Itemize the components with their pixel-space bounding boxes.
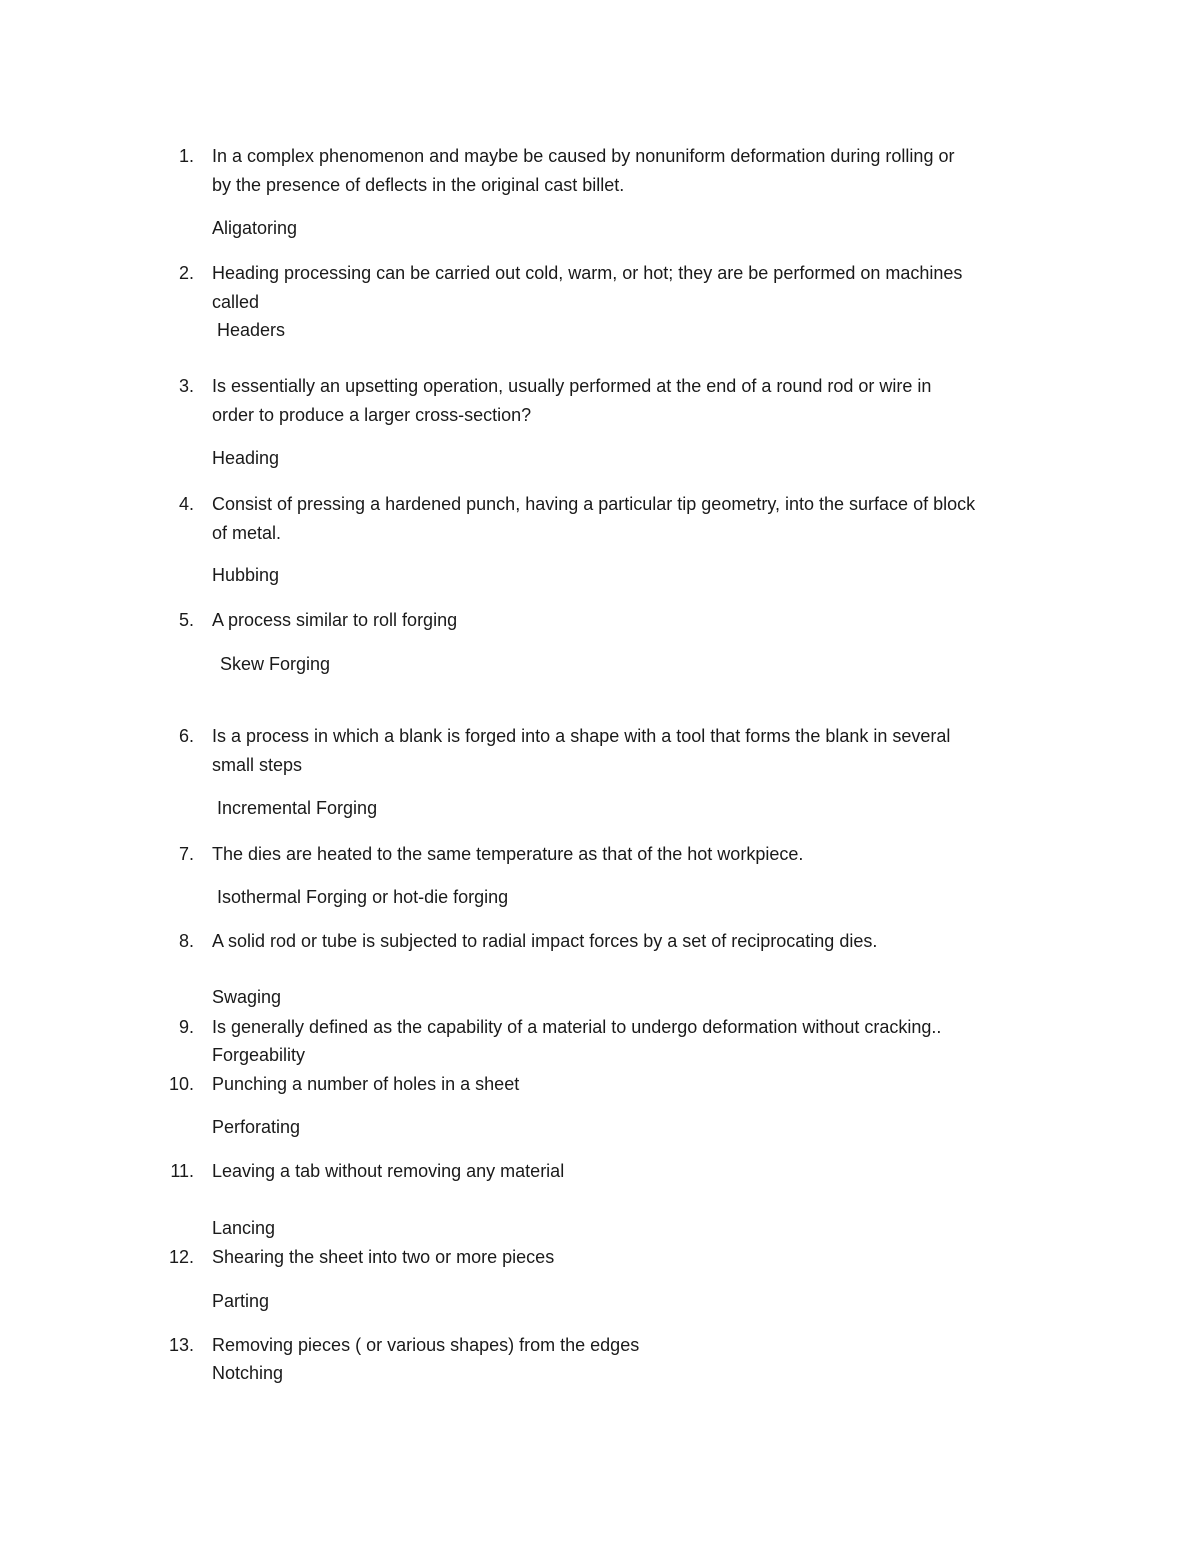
question-text: Is a process in which a blank is forged into a shape with a tool that forms the blank in several small steps bbox=[212, 726, 951, 775]
answer-text: Skew Forging bbox=[220, 654, 331, 674]
question-text: Leaving a tab without removing any material bbox=[212, 1161, 565, 1181]
question-text: Removing pieces ( or various shapes) from the edges bbox=[212, 1335, 640, 1355]
question-number: 2. bbox=[178, 263, 194, 283]
question-number: 10. bbox=[168, 1074, 194, 1094]
question-text: Shearing the sheet into two or more pieces bbox=[212, 1247, 555, 1267]
question-text: A solid rod or tube is subjected to radial impact forces by a set of reciprocating dies. bbox=[212, 931, 878, 951]
answer-text: Perforating bbox=[212, 1117, 301, 1137]
answer-text: Swaging bbox=[212, 987, 282, 1007]
question-text: Consist of pressing a hardened punch, having a particular tip geometry, into the surface of block of metal. bbox=[212, 494, 976, 543]
question-number: 13. bbox=[168, 1335, 194, 1355]
question-number: 1. bbox=[178, 146, 194, 166]
question-number: 12. bbox=[168, 1247, 194, 1267]
question-number: 11. bbox=[170, 1161, 194, 1181]
question-number: 3. bbox=[178, 376, 194, 396]
answer-text: Lancing bbox=[212, 1218, 276, 1238]
question-number: 7. bbox=[178, 844, 194, 864]
question-text: Is essentially an upsetting operation, usually performed at the end of a round rod or wire in order to produce a larger cross-section? bbox=[212, 376, 932, 425]
question-text: Heading processing can be carried out cold, warm, or hot; they are be performed on machines called bbox=[212, 263, 963, 312]
question-number: 4. bbox=[178, 494, 194, 514]
question-number: 6. bbox=[178, 726, 194, 746]
question-text: In a complex phenomenon and maybe be caused by nonuniform deformation during rolling or by the presence of deflects in the original cast billet. bbox=[212, 146, 955, 195]
answer-text: Aligatoring bbox=[212, 218, 298, 238]
answer-text: Parting bbox=[212, 1291, 270, 1311]
answer-text: Headers bbox=[217, 320, 286, 340]
question-number: 9. bbox=[178, 1017, 194, 1037]
question-number: 5. bbox=[178, 610, 194, 630]
answer-text: Hubbing bbox=[212, 565, 280, 585]
question-number: 8. bbox=[178, 931, 194, 951]
question-text: The dies are heated to the same temperature as that of the hot workpiece. bbox=[212, 844, 804, 864]
answer-text: Heading bbox=[212, 448, 280, 468]
answer-text: Isothermal Forging or hot-die forging bbox=[217, 887, 509, 907]
question-text: A process similar to roll forging bbox=[212, 610, 458, 630]
answer-text: Forgeability bbox=[212, 1045, 306, 1065]
question-text: Punching a number of holes in a sheet bbox=[212, 1074, 520, 1094]
question-text: Is generally defined as the capability of a material to undergo deformation without cracking.. bbox=[212, 1017, 942, 1037]
answer-text: Notching bbox=[212, 1363, 284, 1383]
answer-text: Incremental Forging bbox=[217, 798, 378, 818]
